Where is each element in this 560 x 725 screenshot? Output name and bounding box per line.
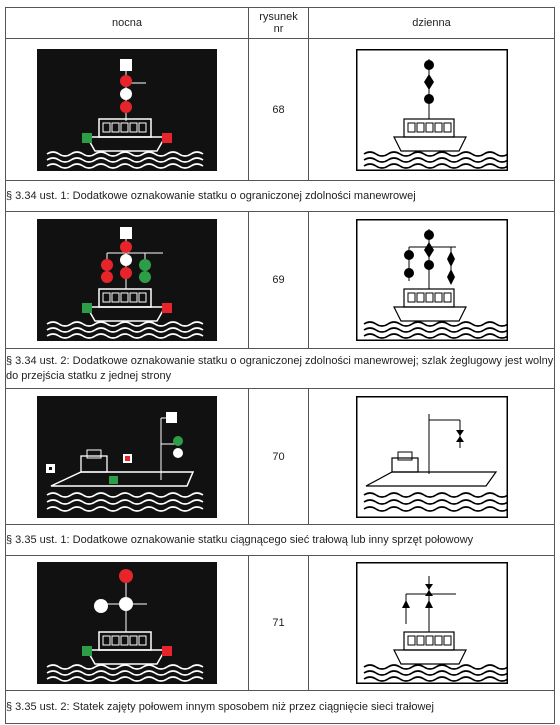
red-light: [120, 241, 132, 253]
header-figure-number: rysunek nr: [249, 8, 309, 39]
figure-number-71: 71: [249, 556, 309, 691]
red-light: [101, 259, 113, 271]
green-square-light: [82, 303, 92, 313]
day-panel-69: [309, 212, 555, 349]
green-light: [139, 271, 151, 283]
white-square-light: [166, 412, 177, 423]
red-light: [120, 267, 132, 279]
white-light: [120, 254, 132, 266]
header-row: [6, 8, 555, 39]
white-square-light: [120, 227, 132, 239]
green-square-light: [109, 476, 118, 484]
day-illustration-68: [356, 49, 508, 171]
description-70: § 3.35 ust. 1: Dodatkowe oznakowanie statku ciągnącego sieć trałową lub inny sprzęt połowowy: [6, 525, 555, 556]
table-row: [6, 389, 555, 525]
red-square-light: [162, 133, 172, 143]
ball-shape: [404, 250, 414, 260]
night-panel-68: [6, 39, 249, 181]
white-square-light: [120, 59, 132, 71]
table-row: [6, 212, 555, 349]
night-panel-70: [6, 389, 249, 525]
green-light: [173, 436, 183, 446]
white-light: [119, 597, 133, 611]
white-light: [94, 599, 108, 613]
night-panel-71: [6, 556, 249, 691]
night-illustration-69: [37, 219, 217, 341]
description-69: § 3.34 ust. 2: Dodatkowe oznakowanie statku o ograniczonej zdolności manewrowej; szlak żeglugowy jest wolny do przejścia statku z jednej strony: [6, 349, 555, 389]
white-light: [120, 88, 132, 100]
red-square-light: [125, 456, 130, 461]
night-illustration-70: [37, 396, 217, 518]
ball-shape: [424, 230, 434, 240]
description-71: § 3.35 ust. 2: Statek zajęty połowem innym sposobem niż przez ciągnięcie sieci trałowej: [6, 691, 555, 724]
white-light: [173, 448, 183, 458]
description-row: [6, 349, 555, 389]
description-row: [6, 525, 555, 556]
red-square-light: [162, 646, 172, 656]
table-row: [6, 39, 555, 181]
figure-number-69: 69: [249, 212, 309, 349]
green-square-light: [82, 646, 92, 656]
description-row: [6, 181, 555, 212]
ball-shape: [424, 94, 434, 104]
day-illustration-69: [356, 219, 508, 341]
description-68: § 3.34 ust. 1: Dodatkowe oznakowanie statku o ograniczonej zdolności manewrowej: [6, 181, 555, 212]
ball-shape: [424, 60, 434, 70]
figure-number-70: 70: [249, 389, 309, 525]
ball-shape: [424, 260, 434, 270]
header-night: nocna: [6, 8, 249, 39]
day-illustration-70: [356, 396, 508, 518]
red-light: [101, 271, 113, 283]
night-illustration-71: [37, 562, 217, 684]
day-panel-68: [309, 39, 555, 181]
green-square-light: [82, 133, 92, 143]
header-day: dzienna: [309, 8, 555, 39]
red-square-light: [162, 303, 172, 313]
day-illustration-71: [356, 562, 508, 684]
figure-number-68: 68: [249, 39, 309, 181]
ball-shape: [404, 268, 414, 278]
day-panel-70: [309, 389, 555, 525]
green-light: [139, 259, 151, 271]
night-panel-69: [6, 212, 249, 349]
night-illustration-68: [37, 49, 217, 171]
red-light: [120, 101, 132, 113]
description-row: [6, 691, 555, 724]
day-panel-71: [309, 556, 555, 691]
red-light: [120, 75, 132, 87]
signals-table: [5, 7, 555, 724]
red-light: [119, 569, 133, 583]
table-row: [6, 556, 555, 691]
